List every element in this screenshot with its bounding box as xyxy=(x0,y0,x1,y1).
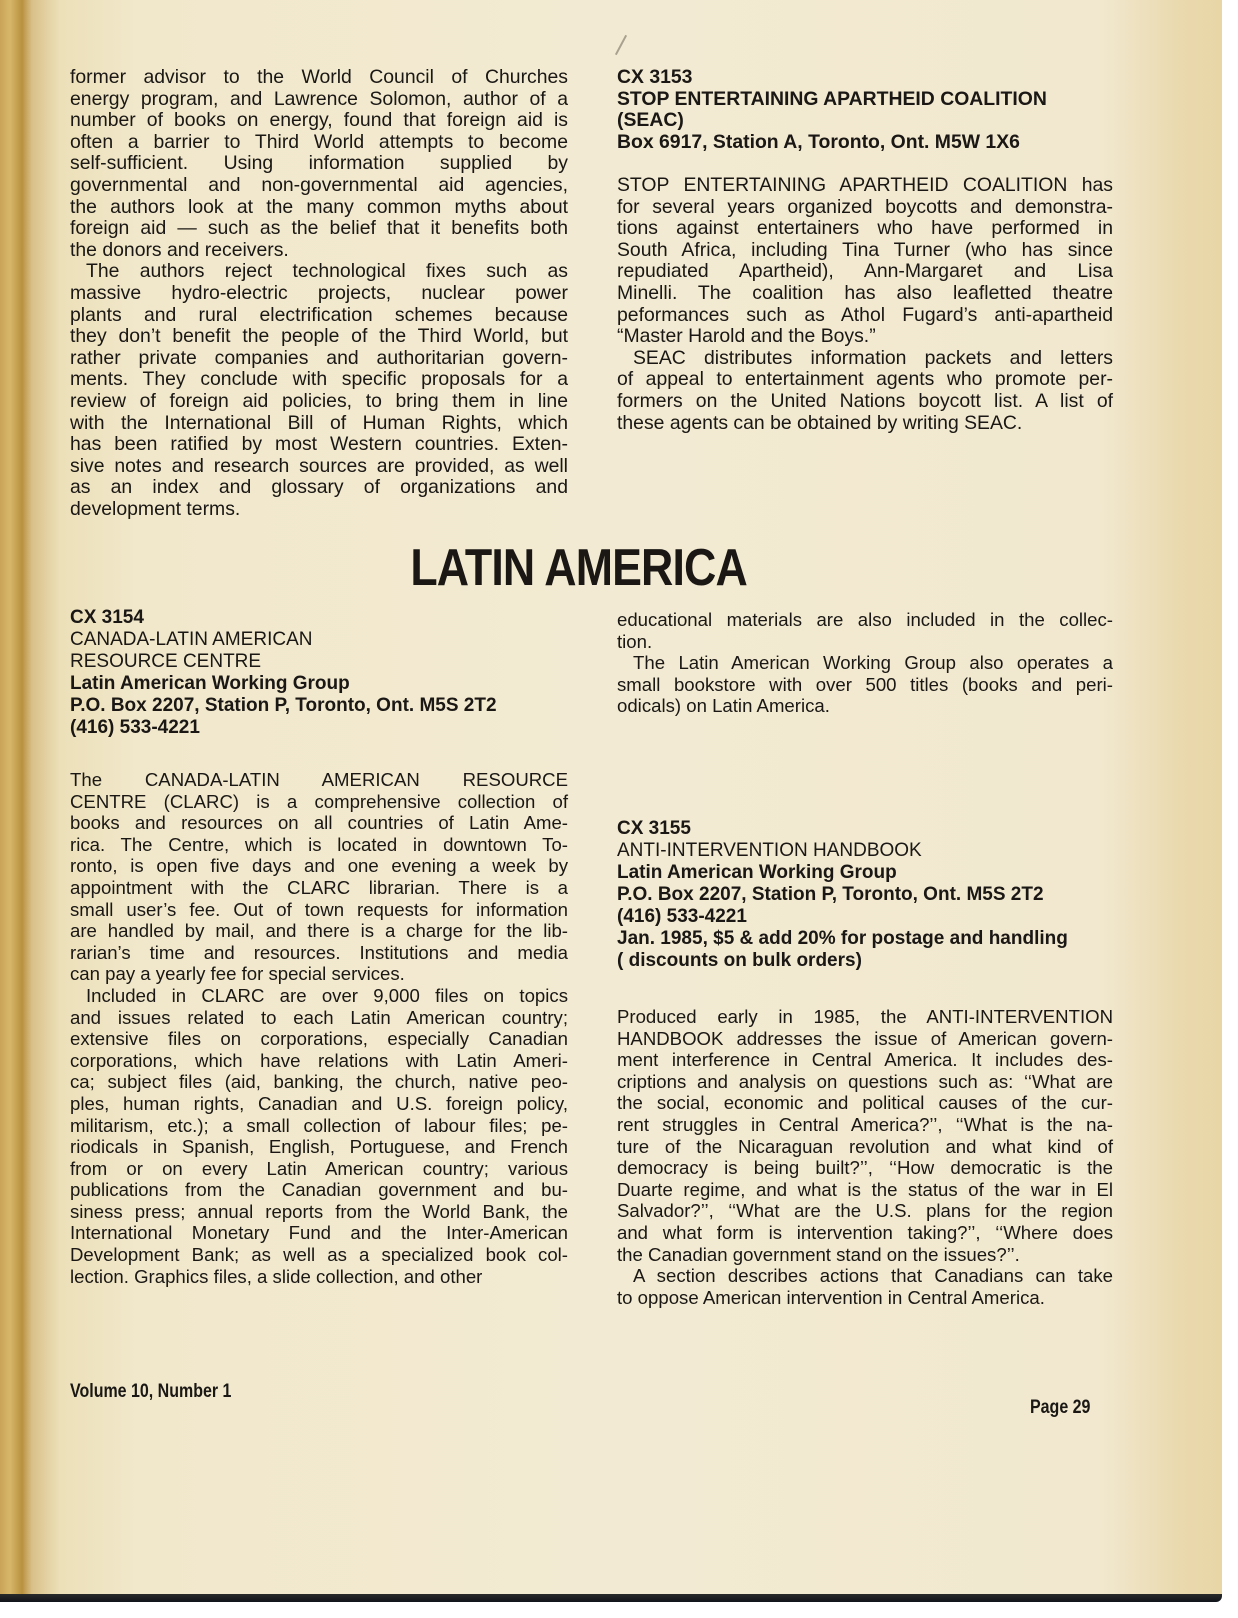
entry-header-line: (SEAC) xyxy=(617,109,684,132)
paragraph-line: appointment with the CLARC librarian. There is a xyxy=(70,876,568,898)
paragraph-line: ples, human rights, Canadian and U.S. foreign policy, xyxy=(70,1092,568,1114)
paragraph-line: books and resources on all countries of Latin Ame- xyxy=(70,812,568,834)
paragraph-line: CENTRE (CLARC) is a comprehensive collection of xyxy=(70,790,568,812)
paragraph-line: small user’s fee. Out of town requests for information xyxy=(70,898,568,920)
paragraph-line: Duarte regime, and what is the status of the war in El xyxy=(617,1178,1113,1200)
paragraph-line: Produced early in 1985, the ANTI-INTERVENTION xyxy=(617,1006,1113,1027)
paragraph-line: publications from the Canadian government and bu- xyxy=(70,1179,568,1201)
cx3154-body xyxy=(70,769,568,1287)
paragraph-line: STOP ENTERTAINING APARTHEID COALITION has xyxy=(617,174,1113,196)
paragraph-line: extensive files on corporations, especially Canadian xyxy=(70,1028,568,1050)
paragraph-line: International Monetary Fund and the Inter-American xyxy=(70,1222,568,1244)
paragraph-line: ments. They conclude with specific proposals for a xyxy=(70,368,568,391)
paragraph-line: HANDBOOK addresses the issue of American govern- xyxy=(617,1027,1113,1049)
volume-number: Volume 10, Number 1 xyxy=(70,1380,232,1402)
entry-header-line: Latin American Working Group xyxy=(70,673,350,694)
paragraph-line: to oppose American intervention in Central America. xyxy=(617,1286,1045,1308)
paragraph-line: energy program, and Lawrence Solomon, author of a xyxy=(70,87,568,110)
paragraph-line: ca; subject files (aid, banking, the church, native peo- xyxy=(70,1071,568,1093)
paragraph-line: The CANADA-LATIN AMERICAN RESOURCE xyxy=(70,769,568,790)
paragraph-line: as an index and glossary of organizations and xyxy=(70,476,568,499)
cx3154-continuation xyxy=(617,609,1113,717)
entry-header-line: CANADA-LATIN AMERICAN xyxy=(70,629,313,650)
entry-header-line: STOP ENTERTAINING APARTHEID COALITION xyxy=(617,87,1047,110)
entry-header-line: (416) 533-4221 xyxy=(617,906,747,927)
paragraph-line: siness press; annual reports from the World Bank, the xyxy=(70,1200,568,1222)
paragraph-line: odicals) on Latin America. xyxy=(617,695,830,717)
entry-header-line: CX 3154 xyxy=(70,607,144,628)
paragraph-line: massive hydro-electric projects, nuclear power xyxy=(70,281,568,304)
paragraph-line: and what form is intervention taking?’’, ‘‘Where does xyxy=(617,1221,1113,1243)
paragraph-line: South Africa, including Tina Turner (who has since xyxy=(617,238,1113,261)
paragraph-line: repudiated Apartheid), Ann-Margaret and Lisa xyxy=(617,260,1113,283)
paragraph-line: are handled by mail, and there is a charge for the lib- xyxy=(70,920,568,942)
cx3153-header xyxy=(617,67,1113,153)
paragraph-line: tions against entertainers who have performed in xyxy=(617,217,1113,240)
paragraph-line: plants and rural electrification schemes because xyxy=(70,303,568,326)
paragraph-line: “Master Harold and the Boys.” xyxy=(617,325,876,348)
paragraph-line: The authors reject technological fixes such as xyxy=(86,260,568,283)
paragraph-line: Salvador?’’, ‘‘What are the U.S. plans for the region xyxy=(617,1200,1113,1222)
paragraph-line: riodicals in Spanish, English, Portuguese, and French xyxy=(70,1136,568,1158)
paragraph-line: often a barrier to Third World attempts to become xyxy=(70,130,568,153)
paragraph-line: governmental and non-governmental aid agencies, xyxy=(70,173,568,196)
paragraph-line: peformances such as Athol Fugard’s anti-apartheid xyxy=(617,303,1113,326)
paragraph-line: ment interference in Central America. It includes des- xyxy=(617,1049,1113,1071)
paragraph-line: has been ratified by most Western countries. Exten- xyxy=(70,433,568,456)
paragraph-line: Included in CLARC are over 9,000 files on topics xyxy=(86,984,568,1006)
paragraph-line: can pay a yearly fee for special services. xyxy=(70,963,405,985)
paragraph-line: number of books on energy, found that foreign aid is xyxy=(70,109,568,132)
paragraph-line: of appeal to entertainment agents who promote per- xyxy=(617,368,1113,391)
page-number: Page 29 xyxy=(1030,1396,1091,1418)
paragraph-line: SEAC distributes information packets and letters xyxy=(633,346,1113,369)
entry-header-line: Jan. 1985, $5 & add 20% for postage and handling xyxy=(617,928,1068,949)
paragraph-line: lection. Graphics files, a slide collection, and other xyxy=(70,1265,483,1287)
page-bottom-edge xyxy=(0,1594,1222,1602)
entry-header-line: P.O. Box 2207, Station P, Toronto, Ont. M5S 2T2 xyxy=(617,884,1044,905)
paragraph-line: rica. The Centre, which is located in downtown To- xyxy=(70,833,568,855)
paragraph-line: ture of the Nicaraguan revolution and what kind of xyxy=(617,1135,1113,1157)
cx3155-header xyxy=(617,818,1113,972)
entry-header-line: ( discounts on bulk orders) xyxy=(617,950,862,971)
cx3155-body xyxy=(617,1006,1113,1308)
paragraph-line: militarism, etc.); a small collection of labour files; pe- xyxy=(70,1114,568,1136)
paragraph-line: Minelli. The coalition has also leafletted theatre xyxy=(617,281,1113,304)
paragraph-line: educational materials are also included in the collec- xyxy=(617,609,1113,630)
paragraph-line: the donors and receivers. xyxy=(70,238,289,261)
paragraph-line: these agents can be obtained by writing SEAC. xyxy=(617,411,1023,434)
paragraph-line: self-sufficient. Using information supplied by xyxy=(70,152,568,175)
paragraph-line: formers on the United Nations boycott list. A list of xyxy=(617,389,1113,412)
paragraph-line: corporations, which have relations with Latin Ameri- xyxy=(70,1049,568,1071)
paragraph-line: sive notes and research sources are provided, as well xyxy=(70,454,568,477)
paragraph-line: Development Bank; as well as a specialized book col- xyxy=(70,1244,568,1266)
paragraph-line: development terms. xyxy=(70,497,241,520)
paragraph-line: they don’t benefit the people of the Third World, but xyxy=(70,325,568,348)
paragraph-line: foreign aid — such as the belief that it benefits both xyxy=(70,217,568,240)
paragraph-line: the social, economic and political causes of the cur- xyxy=(617,1092,1113,1114)
cx3154-header xyxy=(70,607,568,739)
paragraph-line: rather private companies and authoritarian govern- xyxy=(70,346,568,369)
entry-header-line: (416) 533-4221 xyxy=(70,717,200,738)
paragraph-line: small bookstore with over 500 titles (books and peri- xyxy=(617,673,1113,695)
paragraph-line: the authors look at the many common myths about xyxy=(70,195,568,218)
paragraph-line: rent struggles in Central America?’’, ‘‘What is the na- xyxy=(617,1113,1113,1135)
entry-header-line: P.O. Box 2207, Station P, Toronto, Ont. M5S 2T2 xyxy=(70,695,497,716)
paragraph-line: tion. xyxy=(617,630,653,652)
entry-header-line: CX 3153 xyxy=(617,66,693,88)
paragraph-line: A section describes actions that Canadians can take xyxy=(633,1265,1113,1287)
paragraph-line: with the International Bill of Human Rights, which xyxy=(70,411,568,434)
paragraph-line: democracy is being built?’’, ‘‘How democratic is the xyxy=(617,1157,1113,1179)
entry-header-line: RESOURCE CENTRE xyxy=(70,651,262,672)
paragraph-line: review of foreign aid policies, to bring them in line xyxy=(70,389,568,412)
paragraph-line: and issues related to each Latin American country; xyxy=(70,1006,568,1028)
paragraph-line: rarian’s time and resources. Institutions and media xyxy=(70,941,568,963)
left-continuation-text xyxy=(70,67,568,520)
paragraph-line: the Canadian government stand on the issues?’’. xyxy=(617,1243,1020,1265)
paragraph-line: ronto, is open five days and one evening a week by xyxy=(70,855,568,877)
entry-header-line: ANTI-INTERVENTION HANDBOOK xyxy=(617,840,922,861)
cx3153-body xyxy=(617,175,1113,434)
entry-header-line: Box 6917, Station A, Toronto, Ont. M5W 1X6 xyxy=(617,130,1020,153)
paragraph-line: criptions and analysis on questions such as: ‘‘What are xyxy=(617,1070,1113,1092)
entry-header-line: CX 3155 xyxy=(617,818,691,839)
paragraph-line: The Latin American Working Group also operates a xyxy=(633,652,1113,674)
section-heading: LATIN AMERICA xyxy=(410,539,747,597)
paragraph-line: former advisor to the World Council of Churches xyxy=(70,66,568,88)
paragraph-line: from or on every Latin American country; various xyxy=(70,1157,568,1179)
paragraph-line: for several years organized boycotts and demonstra- xyxy=(617,195,1113,218)
entry-header-line: Latin American Working Group xyxy=(617,862,897,883)
